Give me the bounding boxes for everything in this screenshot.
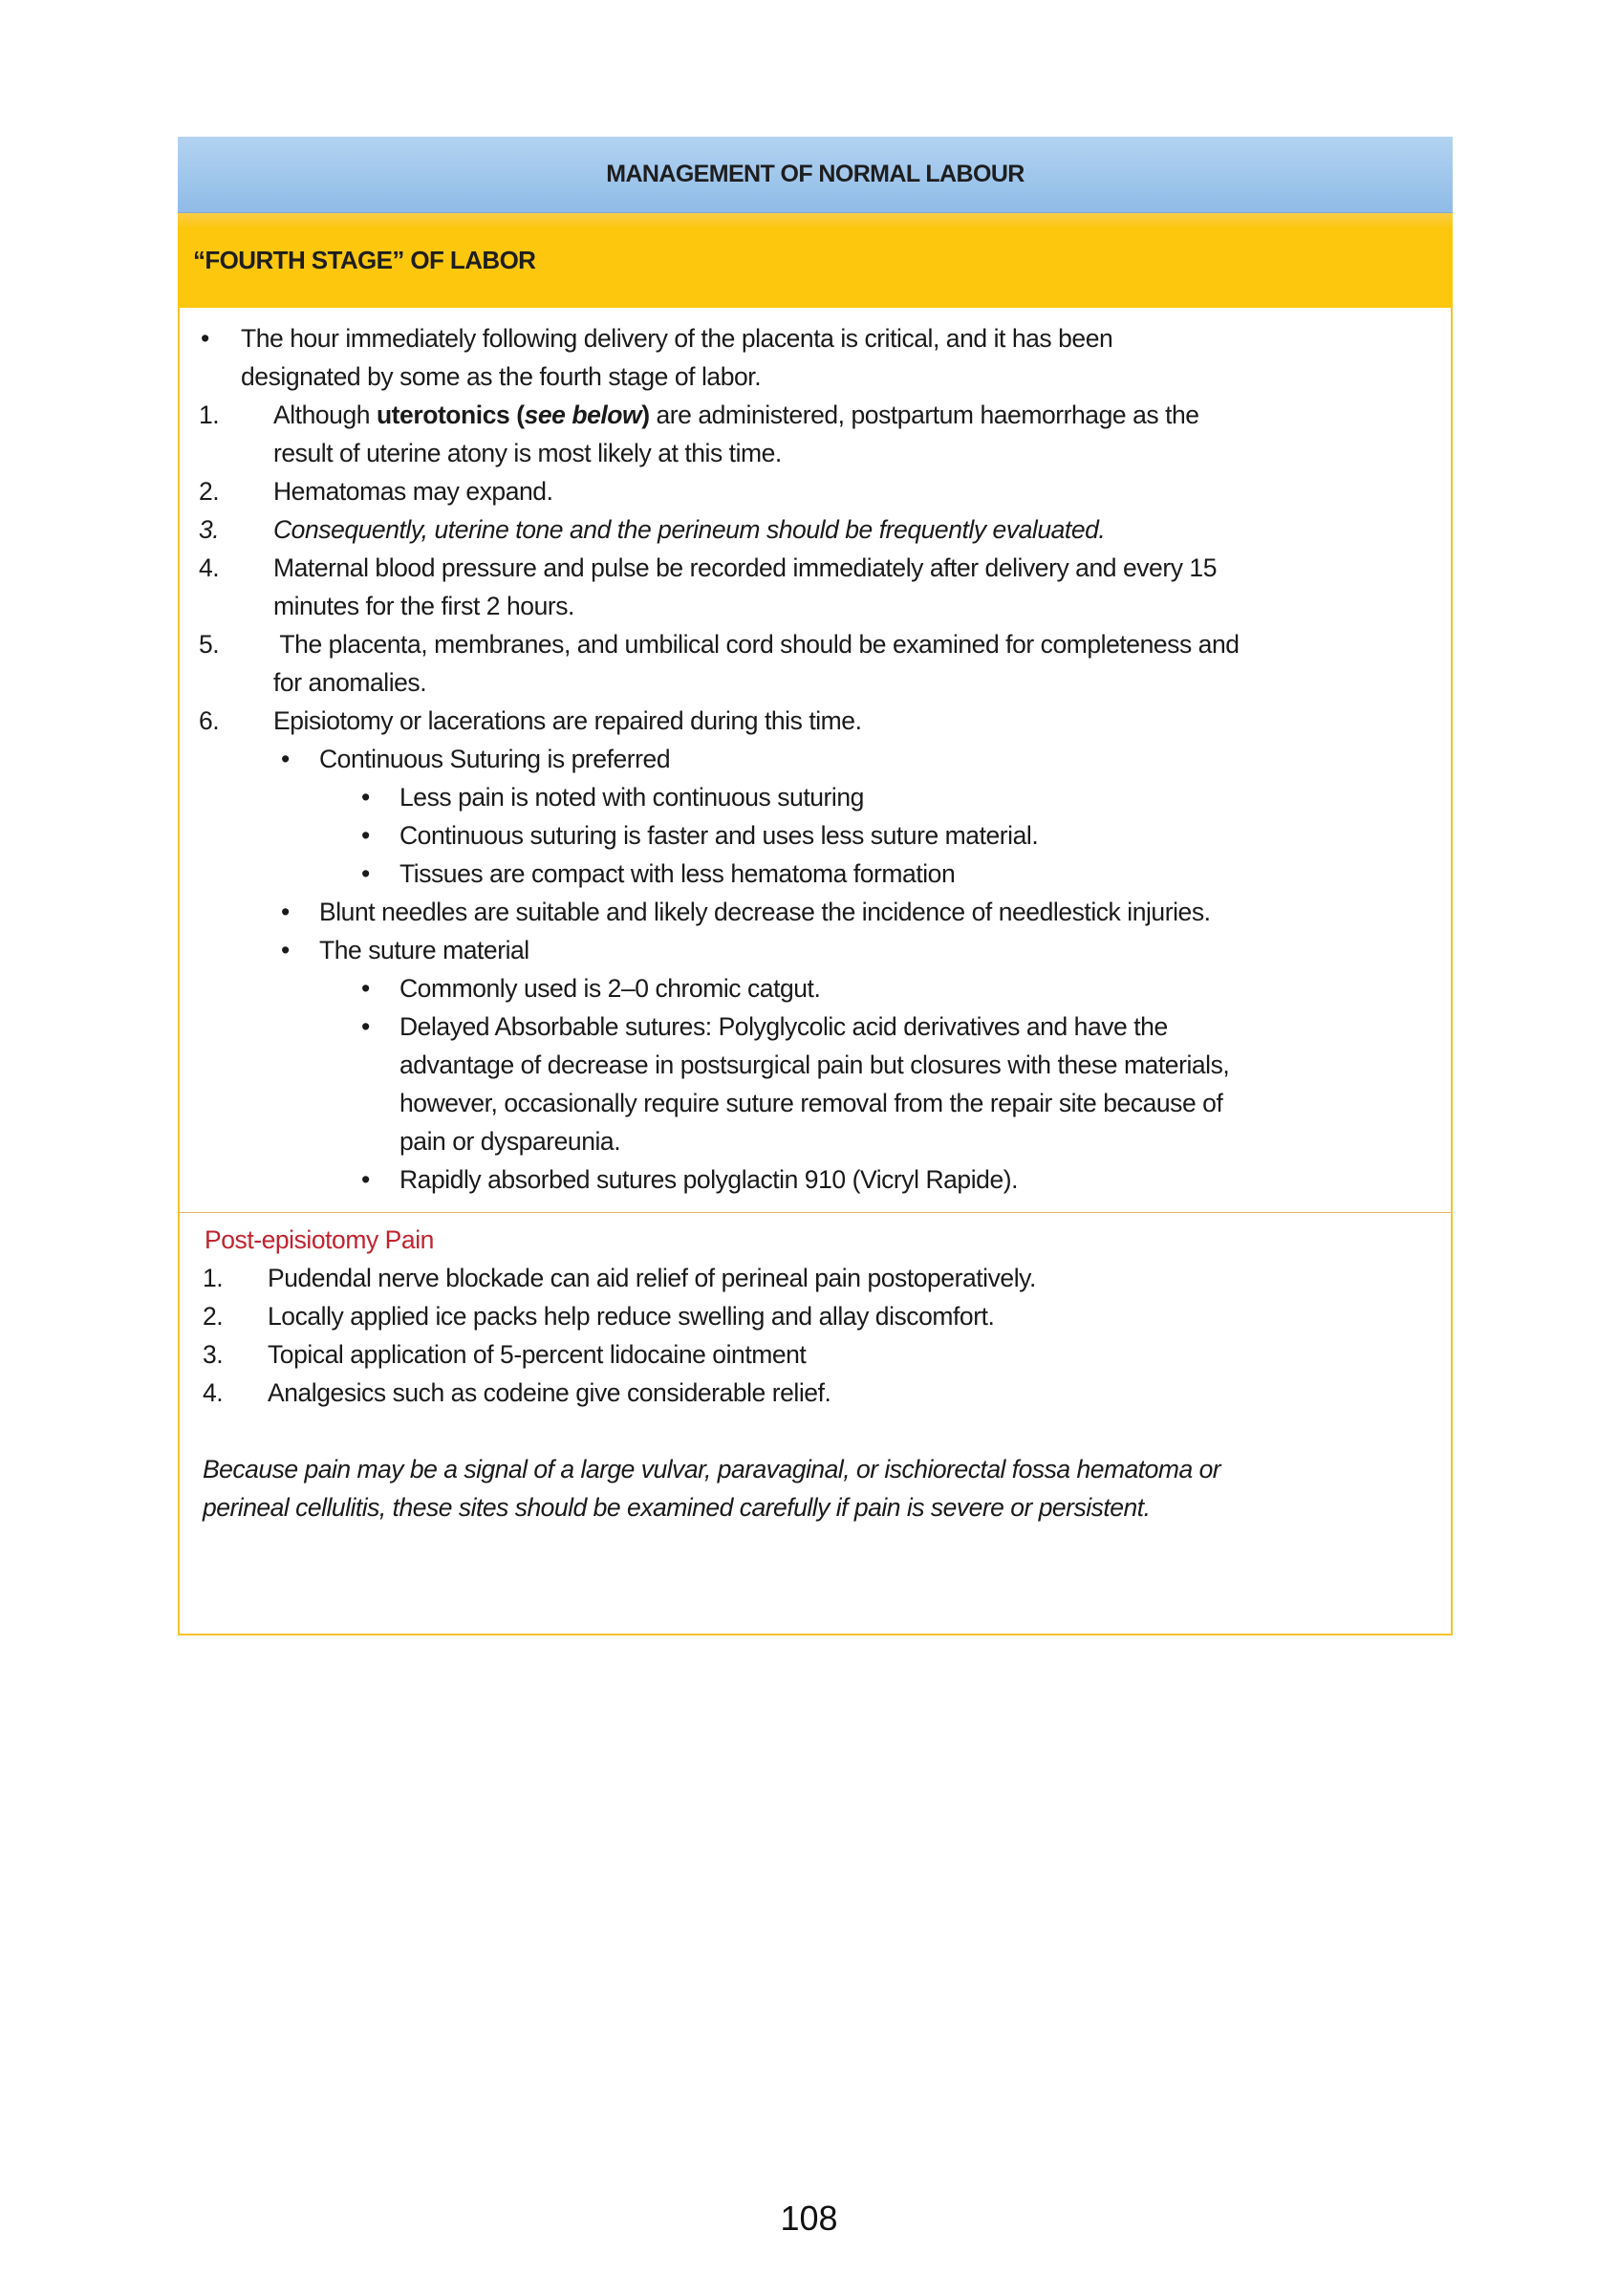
numbered-item-4-cont: minutes for the first 2 hours.: [273, 592, 574, 620]
numbered-item-3: 3. Consequently, uterine tone and the perineum should be frequently evaluated.: [199, 515, 1106, 544]
numbered-item-1: 1. Although uterotonics (see below) are administered, postpartum haemorrhage as the: [199, 401, 1199, 429]
bullet-icon: •: [361, 1165, 370, 1194]
section-title-bar: [178, 213, 1453, 308]
post-episiotomy-heading: Post-episiotomy Pain: [205, 1225, 434, 1254]
bullet-icon: •: [281, 745, 290, 773]
bullet-icon: •: [361, 783, 370, 812]
bullet-icon: •: [361, 1012, 370, 1041]
intro-item: • The hour immediately following delivery of the placenta is critical, and it has been: [180, 319, 1451, 357]
pain-item-4: 4. Analgesics such as codeine give considerable relief.: [203, 1378, 831, 1407]
intro-item-cont: designated by some as the fourth stage of labor.: [241, 362, 762, 391]
sub-sub-bullet: • Tissues are compact with less hematoma formation: [180, 855, 1451, 893]
sub-sub-bullet: • Continuous suturing is faster and uses less suture material.: [180, 816, 1451, 855]
post-episiotomy-section: [180, 1213, 1451, 1634]
page-number: 108: [780, 2199, 838, 2238]
bullet-icon: •: [361, 974, 370, 1003]
note-line: perineal cellulitis, these sites should be examined carefully if pain is severe or persistent.: [203, 1493, 1151, 1522]
numbered-item-5: 5. The placenta, membranes, and umbilical cord should be examined for completeness and: [199, 630, 1240, 659]
fourth-stage-section: [180, 308, 1451, 1213]
chapter-title: MANAGEMENT OF NORMAL LABOUR: [606, 161, 1025, 187]
content-box: [178, 308, 1453, 1635]
content-panel: [178, 137, 1453, 1635]
sub-sub-bullet-cont: advantage of decrease in postsurgical pain but closures with these materials,: [399, 1051, 1230, 1079]
sub-bullet-suture-material: • The suture material: [180, 931, 1451, 969]
sub-sub-bullet: • Delayed Absorbable sutures: Polyglycolic acid derivatives and have the: [180, 1007, 1451, 1046]
bullet-icon: •: [281, 936, 290, 964]
numbered-item-6: 6. Episiotomy or lacerations are repaired during this time.: [199, 706, 862, 735]
note-line: Because pain may be a signal of a large vulvar, paravaginal, or ischiorectal fossa hematoma or: [203, 1455, 1221, 1484]
bullet-icon: •: [201, 324, 209, 353]
numbered-item-4: 4. Maternal blood pressure and pulse be recorded immediately after delivery and every 15: [199, 553, 1217, 582]
section-title: “FOURTH STAGE” OF LABOR: [193, 246, 536, 274]
sub-sub-bullet-cont: pain or dyspareunia.: [399, 1127, 621, 1156]
bullet-icon: •: [361, 821, 370, 850]
sub-sub-bullet-cont: however, occasionally require suture removal from the repair site because of: [399, 1089, 1223, 1117]
pain-item-1: 1. Pudendal nerve blockade can aid relief of perineal pain postoperatively.: [203, 1264, 1036, 1292]
numbered-item-1-cont: result of uterine atony is most likely at this time.: [273, 439, 782, 467]
pain-item-3: 3. Topical application of 5-percent lidocaine ointment: [203, 1340, 807, 1369]
numbered-item-5-cont: for anomalies.: [273, 668, 427, 697]
bullet-icon: •: [281, 898, 290, 926]
sub-sub-bullet: • Rapidly absorbed sutures polyglactin 910 (Vicryl Rapide).: [180, 1160, 1451, 1199]
bullet-icon: •: [361, 859, 370, 888]
chapter-title-bar: [178, 137, 1453, 213]
sub-bullet-continuous: • Continuous Suturing is preferred: [180, 740, 1451, 778]
numbered-item-2: 2. Hematomas may expand.: [199, 477, 553, 506]
pain-item-2: 2. Locally applied ice packs help reduce swelling and allay discomfort.: [203, 1302, 995, 1331]
sub-sub-bullet: • Commonly used is 2–0 chromic catgut.: [180, 969, 1451, 1007]
sub-sub-bullet: • Less pain is noted with continuous suturing: [180, 778, 1451, 816]
sub-bullet-blunt-needles: • Blunt needles are suitable and likely decrease the incidence of needlestick injuries.: [180, 893, 1451, 931]
hematoma-warning-note: [180, 1450, 1451, 1527]
